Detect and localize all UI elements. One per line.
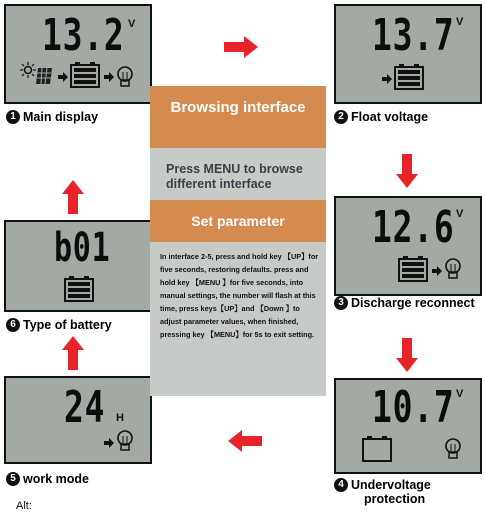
arrow-up-icon [62,180,84,214]
lcd-main-value: 13.2 [42,10,125,61]
bulb-icon [116,66,134,88]
battery-icon [398,256,428,282]
arrow-right-icon [382,74,392,84]
set-parameter-title: Set parameter [150,200,326,242]
caption-type-of-battery: 6 Type of battery [6,318,112,332]
caption-discharge-reconnect: 3 Discharge reconnect [334,296,475,310]
lcd-undervoltage-value: 10.7 [372,382,455,433]
arrow-up-icon [62,336,84,370]
bulb-icon [116,430,134,452]
lcd-work-mode [4,376,152,464]
bulb-icon [444,258,462,280]
instruction-panel [150,86,326,396]
lcd-workmode-unit: H [116,412,124,424]
alt-text: Alt: [16,500,32,512]
arrow-right-icon [104,72,114,82]
caption-main-display: 1 Main display [6,110,98,124]
arrow-right-icon [224,36,258,58]
lcd-undervoltage-unit: V [456,388,464,400]
step-number: 6 [6,318,20,332]
step-number: 1 [6,110,20,124]
step-number: 5 [6,472,20,486]
lcd-discharge-reconnect [334,196,482,296]
step-number: 4 [334,478,348,492]
lcd-type-of-battery [4,220,152,312]
caption-work-mode: 5 work mode [6,472,89,486]
lcd-float-voltage [334,4,482,104]
arrow-down-icon [396,154,418,188]
battery-icon [70,62,100,88]
press-menu-text: Press MENU to browse different interface [166,162,303,191]
lcd-discharge-value: 12.6 [372,202,455,253]
step-number: 2 [334,110,348,124]
battery-icon [394,64,424,90]
lcd-discharge-unit: V [456,208,464,220]
lcd-float-unit: V [456,16,464,28]
arrow-down-icon [396,338,418,372]
arrow-right-icon [58,72,68,82]
set-parameter-description: In interface 2-5, press and hold key 【UP】for five seconds, restoring defaults. press and hold key 【MENU 】for five seconds, into manual settings, the number will flash at this time, press keys【UP】and 【Down 】to adjust parameter values, when finished, pressing key 【MENU】for 5s to exit setting. [160,252,319,339]
lcd-main-unit: V [128,18,136,30]
arrow-left-icon [228,430,262,452]
lcd-battery-value: b01 [54,225,111,271]
arrow-right-icon [104,438,114,448]
lcd-main-display [4,4,152,104]
arrow-right-icon [432,266,442,276]
bulb-icon [444,438,462,460]
solar-panel-icon [34,66,54,86]
lcd-float-value: 13.7 [372,10,455,61]
browsing-interface-title: Browsing interface [150,86,326,148]
lcd-workmode-value: 24 [64,382,106,433]
step-number: 3 [334,296,348,310]
lcd-undervoltage-protection [334,378,482,474]
caption-undervoltage-protection: 4 Undervoltage protection [334,478,431,506]
battery-outline-icon [362,436,392,462]
battery-icon [64,276,94,302]
caption-float-voltage: 2 Float voltage [334,110,428,124]
